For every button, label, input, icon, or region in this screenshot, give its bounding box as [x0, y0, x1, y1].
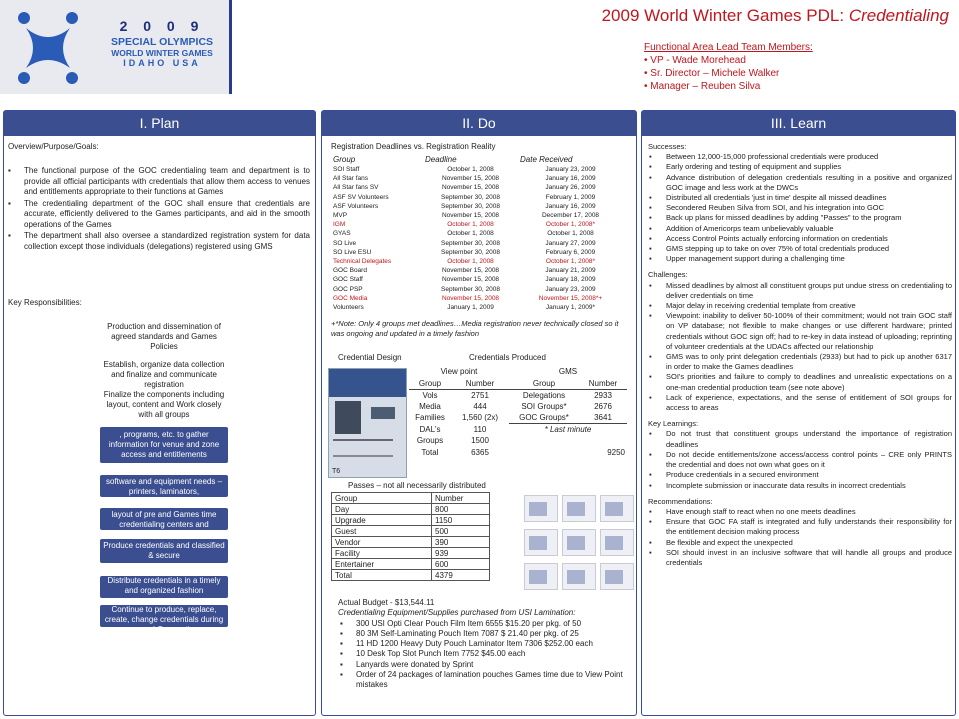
- badge-photo: [335, 401, 361, 434]
- challenges-label: Challenges:: [648, 270, 688, 280]
- table-cell: 1,560 (2x): [461, 413, 499, 423]
- table-cell: 3641: [579, 412, 627, 424]
- table-cell: Entertainer: [332, 559, 432, 570]
- column-header: Group: [409, 378, 451, 390]
- column-header: Deadline: [425, 155, 457, 164]
- team-member: • Manager – Reuben Silva: [644, 81, 761, 92]
- credential-thumbnail: [600, 495, 634, 522]
- table-row: [331, 211, 623, 220]
- list-item: ▪ The credentialing department of the GOC shall ensure that credentials are accurate, efficiently delivered to the Games participants, and aid in the smooth operations of the Games: [8, 199, 310, 231]
- list-item: ▪ 10 Desk Top Slot Punch Item 7752 $45.00 each: [338, 649, 634, 659]
- table-cell: ASF SV Volunteers: [333, 193, 389, 201]
- table-cell: 1500: [471, 436, 489, 446]
- credential-thumbnails: [522, 493, 634, 593]
- credential-thumbnail: [524, 529, 558, 556]
- team-heading: Functional Area Lead Team Members:: [644, 42, 813, 53]
- budget-total: Actual Budget - $13,544.11: [338, 598, 435, 607]
- table-cell: Technical Delegates: [333, 258, 392, 266]
- list-item: ▪ The functional purpose of the GOC credentialing team and department is to provide all official participants with credentials that allow them access to venues and entitlements appropriate to their functions at Games: [8, 166, 310, 198]
- list-item: ▪ Upper management support during a challenging time: [648, 254, 952, 264]
- logo-line-world-winter-games: WORLD WINTER GAMES: [111, 48, 213, 58]
- list-item: ▪ Be flexible and expect the unexpected: [648, 538, 952, 548]
- page-title: [602, 6, 949, 26]
- title-main: 2009 World Winter Games PDL:: [601, 6, 849, 25]
- list-item: ▪ Order of 24 packages of lamination pouches Games time due to View Point mistakes: [338, 670, 634, 691]
- table-row: [331, 193, 623, 202]
- key-responsibilities-label: Key Responsibilities:: [8, 298, 82, 307]
- list-item: ▪ Early ordering and testing of equipment and supplies: [648, 162, 952, 172]
- table-cell: Total: [332, 570, 432, 581]
- table-cell: 600: [432, 559, 490, 570]
- credentials-produced-label: Credentials Produced: [469, 353, 546, 362]
- late-note: * Last minute: [544, 425, 592, 434]
- credential-badge-image: [328, 368, 407, 478]
- table-cell: 2676: [594, 401, 612, 411]
- budget-subheading: Credentialing Equipment/Supplies purchased from USI Lamination:: [338, 608, 576, 618]
- credential-thumbnail: [600, 563, 634, 590]
- table-row: [331, 229, 623, 238]
- list-item: ▪ Viewpoint: inability to deliver 50-100% of their commitment; would not train GOC staff on VP database; not flexible to make changes or use different hardware; printed credentials without GOC sign off; had to re-key in data instead of uploading; reprinting of volunteer credentials at the UDACs affected our relationship: [648, 311, 952, 352]
- list-item: ▪ Advance distribution of delegation credentials resulting in a positive and organized GOC image and less work at the DWCs: [648, 173, 952, 193]
- table-cell: 500: [432, 526, 490, 537]
- list-item: ▪ SOI's priorities and failure to comply to deadlines and unrealistic expectations on a one-man credential production team (see note above): [648, 372, 952, 392]
- successes-label: Successes:: [648, 142, 687, 151]
- table-cell: GYAS: [333, 230, 351, 238]
- table-cell: DAL's: [419, 424, 441, 434]
- list-item: ▪ 300 USI Opti Clear Pouch Film Item 6555 $15.20 per pkg. of 50: [338, 619, 634, 629]
- table-cell: November 15, 2008: [441, 184, 500, 192]
- table-row: [409, 424, 627, 436]
- plan-column: [3, 110, 316, 716]
- table-cell: IGM: [333, 221, 346, 229]
- registration-table: [331, 154, 623, 312]
- title-italic: Credentialing: [848, 6, 949, 25]
- key-learnings-label: Key Learnings:: [648, 419, 699, 429]
- table-row: [331, 248, 623, 257]
- list-item: ▪ Lack of experience, expectations, and the sense of entitlement of SOI groups for access to areas: [648, 393, 952, 413]
- table-cell: January 1, 2009: [447, 304, 494, 312]
- table-cell: Volunteers: [333, 304, 364, 312]
- table-row: [409, 401, 627, 413]
- credentials-produced-table: [409, 366, 627, 458]
- logo-year: 2 0 0 9: [119, 18, 205, 34]
- overview-label: Overview/Purpose/Goals:: [8, 142, 99, 151]
- challenges-list: [648, 281, 952, 414]
- table-cell: October 1, 2008: [447, 258, 494, 266]
- table-cell: October 1, 2008: [547, 230, 594, 238]
- table-row: [331, 239, 623, 248]
- table-cell: October 1, 2008: [447, 221, 494, 229]
- table-cell: January 1, 2009*: [545, 304, 596, 312]
- table-cell: January 23, 2009: [545, 285, 596, 293]
- special-olympics-logo-icon: [4, 2, 92, 94]
- table-cell: GOC Staff: [333, 276, 363, 284]
- table-cell: Upgrade: [332, 515, 432, 526]
- table-cell: All Star fans: [333, 175, 369, 183]
- team-member: • Sr. Director – Michele Walker: [644, 68, 780, 79]
- team-members: [644, 41, 813, 93]
- table-cell: February 1, 2009: [545, 193, 596, 201]
- column-header: Number: [451, 378, 509, 390]
- table-cell: Vendor: [332, 537, 432, 548]
- credential-thumbnail: [562, 563, 596, 590]
- flow-step: layout of pre and Games time credentialing centers and: [100, 508, 228, 530]
- table-cell: January 16, 2009: [545, 175, 596, 183]
- table-cell: November 15, 2008: [441, 294, 500, 302]
- table-row: [409, 389, 627, 401]
- column-header: Number: [579, 378, 627, 390]
- table-cell: November 15, 2008: [441, 267, 500, 275]
- column-header: Group: [333, 155, 356, 164]
- do-column: [321, 110, 637, 716]
- table-row: [332, 537, 490, 548]
- viewpoint-label: View point: [440, 367, 478, 377]
- table-cell: 939: [432, 548, 490, 559]
- table-cell: 1150: [432, 515, 490, 526]
- learn-column: [641, 110, 956, 716]
- goals-list: [8, 166, 310, 253]
- logo-text: [96, 18, 228, 68]
- flow-step: Continue to produce, replace, create, change credentials during pre and Games time: [100, 605, 228, 627]
- list-item: ▪ SOI should invest in an inclusive software that will handle all groups and produce credentials: [648, 548, 952, 568]
- flow-step: Production and dissemination of agreed standards and Games Policies: [100, 322, 228, 356]
- table-cell: SOI Staff: [333, 166, 360, 173]
- table-cell: January 26, 2009: [545, 184, 596, 192]
- list-item: ▪ Have enough staff to react when no one meets deadlines: [648, 507, 952, 517]
- table-row: [331, 202, 623, 211]
- table-cell: GOC Groups*: [509, 412, 579, 424]
- list-item: ▪ Incomplete submission or inaccurate data results in incorrect credentials: [648, 481, 952, 491]
- table-cell: September 30, 2008: [441, 248, 500, 256]
- table-cell: September 30, 2008: [441, 202, 500, 210]
- list-item: ▪ Major delay in receiving credential template from creative: [648, 301, 952, 311]
- gms-label: GMS: [558, 367, 578, 377]
- table-cell: 2751: [471, 390, 489, 400]
- list-item: ▪ Do not trust that constituent groups understand the importance of registration deadlines: [648, 429, 952, 449]
- table-cell: Groups: [416, 436, 444, 446]
- table-cell: November 15, 2008: [441, 276, 500, 284]
- badge-tag: [371, 407, 395, 419]
- flow-step: software and equipment needs – printers, laminators,: [100, 475, 228, 497]
- table-cell: Day: [332, 504, 432, 515]
- list-item: ▪ Do not decide entitlements/zone access/access control points – CRE only PRINTS the credential and does not own what goes on it: [648, 450, 952, 470]
- table-row: [331, 303, 623, 312]
- credential-thumbnail: [562, 529, 596, 556]
- table-cell: 390: [432, 537, 490, 548]
- recommendations-label: Recommendations:: [648, 496, 713, 506]
- table-row: [331, 165, 623, 174]
- table-cell: Vols: [422, 390, 438, 400]
- table-row: [331, 266, 623, 275]
- table-cell: Delegations: [522, 390, 566, 400]
- logo-line-idaho: IDAHO USA: [123, 58, 201, 68]
- badge-number: T6: [332, 468, 341, 475]
- table-cell: 110: [473, 424, 487, 434]
- budget-list: [338, 619, 634, 691]
- recommendations-section: [648, 497, 952, 568]
- list-item: ▪ Lanyards were donated by Sprint: [338, 660, 634, 670]
- logo-line-special-olympics: SPECIAL OLYMPICS: [110, 36, 214, 48]
- key-learnings-section: [648, 419, 952, 490]
- table-cell: October 1, 2008: [447, 230, 494, 238]
- registration-heading: Registration Deadlines vs. Registration Reality: [331, 142, 496, 151]
- logo-block: [0, 0, 232, 94]
- credential-thumbnail: [524, 563, 558, 590]
- key-learnings-list: [648, 429, 952, 490]
- table-cell: November 15, 2008: [441, 175, 500, 183]
- team-member: • VP - Wade Morehead: [644, 55, 746, 66]
- table-row: [331, 183, 623, 192]
- table-cell: January 18, 2009: [545, 276, 596, 284]
- list-item: ▪ Back up plans for missed deadlines by adding "Passes" to the program: [648, 213, 952, 223]
- successes-section: [648, 142, 952, 264]
- credential-thumbnail: [524, 495, 558, 522]
- table-cell: SO Live: [333, 239, 357, 247]
- gms-total: 9250: [607, 447, 625, 457]
- learn-header: III. Learn: [642, 111, 955, 136]
- table-cell: 4379: [432, 570, 490, 581]
- list-item: ▪ Missed deadlines by almost all constituent groups put undue stress on credentialing to deliver credentials on time: [648, 281, 952, 301]
- flow-step: Produce credentials and classified & secure: [100, 539, 228, 563]
- flow-step: Finalize the components including layout, content and Work closely with all groups: [100, 390, 228, 420]
- table-row: [331, 257, 623, 266]
- recommendations-list: [648, 507, 952, 568]
- do-header: II. Do: [322, 111, 636, 136]
- flow-step: Establish, organize data collection and finalize and communicate registration: [100, 360, 228, 384]
- budget-section: [338, 598, 634, 691]
- table-row: [332, 548, 490, 559]
- table-cell: September 30, 2008: [441, 285, 500, 293]
- passes-label: Passes – not all necessarily distributed: [348, 481, 486, 490]
- badge-lines: [333, 439, 393, 457]
- table-row: [332, 559, 490, 570]
- list-item: ▪ Distributed all credentials 'just in time' despite all missed deadlines: [648, 193, 952, 203]
- table-cell: SO Live ESU: [333, 248, 372, 256]
- table-cell: September 30, 2008: [441, 193, 500, 201]
- table-cell: ASF Volunteers: [333, 202, 379, 210]
- list-item: ▪ Ensure that GOC FA staff is integrated and fully understands their responsibility for the entitlement decision making process: [648, 517, 952, 537]
- table-row: [332, 526, 490, 537]
- flow-step: , programs, etc. to gather information for venue and zone access and entitlements: [100, 427, 228, 463]
- table-row: [332, 515, 490, 526]
- table-cell: GOC Media: [333, 294, 368, 302]
- table-cell: February 6, 2009: [545, 248, 596, 256]
- column-header: Date Received: [520, 155, 573, 164]
- table-row: [331, 174, 623, 183]
- passes-table: [331, 492, 490, 581]
- credential-design-label: Credential Design: [338, 353, 402, 362]
- table-cell: GOC PSP: [333, 285, 363, 293]
- table-cell: MVP: [333, 212, 348, 220]
- table-cell: November 15, 2008: [441, 212, 500, 220]
- table-row: [409, 447, 627, 459]
- list-item: ▪ Produce credentials in a secured environment: [648, 470, 952, 480]
- table-row: [331, 220, 623, 229]
- table-row: [332, 504, 490, 515]
- table-cell: January 21, 2009: [545, 267, 596, 275]
- table-cell: Facility: [332, 548, 432, 559]
- learn-body: [648, 142, 952, 568]
- plan-header: I. Plan: [4, 111, 315, 136]
- table-cell: October 1, 2008*: [545, 221, 596, 229]
- table-cell: 6365: [471, 447, 489, 457]
- table-row: [409, 412, 627, 424]
- table-cell: SOI Groups*: [521, 401, 567, 411]
- registration-note: +*Note: Only 4 groups met deadlines…Media registration never technically closed so it was ongoing and updated in a timely fashion: [331, 319, 619, 338]
- challenges-section: [648, 270, 952, 413]
- table-cell: January 23, 2009: [545, 166, 596, 173]
- table-cell: Total: [421, 447, 439, 457]
- list-item: ▪ Secondered Reuben Silva from SOI, and his integration into GOC: [648, 203, 952, 213]
- list-item: ▪ The department shall also oversee a standardized registration system for data collection except those individuals (delegations) registered using GMS: [8, 231, 310, 252]
- credential-thumbnail: [562, 495, 596, 522]
- flow-step: Distribute credentials in a timely and organized fashion: [100, 576, 228, 598]
- list-item: ▪ GMS was to only print delegation credentials (2933) but had to pick up another 6317 in order to make the Games deadlines: [648, 352, 952, 372]
- badge-header: [329, 369, 406, 397]
- table-row: [332, 570, 490, 581]
- list-item: ▪ 11 HD 1200 Heavy Duty Pouch Laminator Item 7306 $252.00 each: [338, 639, 634, 649]
- table-row: [331, 294, 623, 303]
- table-cell: December 17, 2008: [541, 212, 600, 220]
- table-cell: Families: [415, 413, 445, 423]
- table-cell: Guest: [332, 526, 432, 537]
- list-item: ▪ Between 12,000-15,000 professional credentials were produced: [648, 152, 952, 162]
- table-cell: GOC Board: [333, 267, 367, 275]
- table-cell: November 15, 2008*+: [538, 294, 603, 302]
- table-cell: October 1, 2008: [447, 166, 494, 173]
- table-row: [331, 285, 623, 294]
- table-cell: 2933: [594, 390, 612, 400]
- table-cell: October 1, 2008*: [545, 258, 596, 266]
- column-header: Group: [509, 378, 579, 390]
- list-item: ▪ Access Control Points actually enforcing information on credentials: [648, 234, 952, 244]
- list-item: ▪ Addition of Americorps team unbelievably valuable: [648, 224, 952, 234]
- table-row: [331, 275, 623, 284]
- table-cell: 800: [432, 504, 490, 515]
- table-row: [409, 435, 627, 447]
- column-header: Number: [432, 493, 490, 504]
- table-cell: January 16, 2009: [545, 202, 596, 210]
- table-cell: All Star fans SV: [333, 184, 379, 192]
- table-cell: January 27, 2009: [545, 239, 596, 247]
- list-item: ▪ GMS stepping up to take on over 75% of total credentials produced: [648, 244, 952, 254]
- table-cell: September 30, 2008: [441, 239, 500, 247]
- successes-list: [648, 152, 952, 264]
- credential-thumbnail: [600, 529, 634, 556]
- table-cell: Media: [419, 401, 441, 411]
- table-cell: 444: [473, 401, 487, 411]
- list-item: ▪ 80 3M Self-Laminating Pouch Item 7087 $ 21.40 per pkg. of 25: [338, 629, 634, 639]
- column-header: Group: [332, 493, 432, 504]
